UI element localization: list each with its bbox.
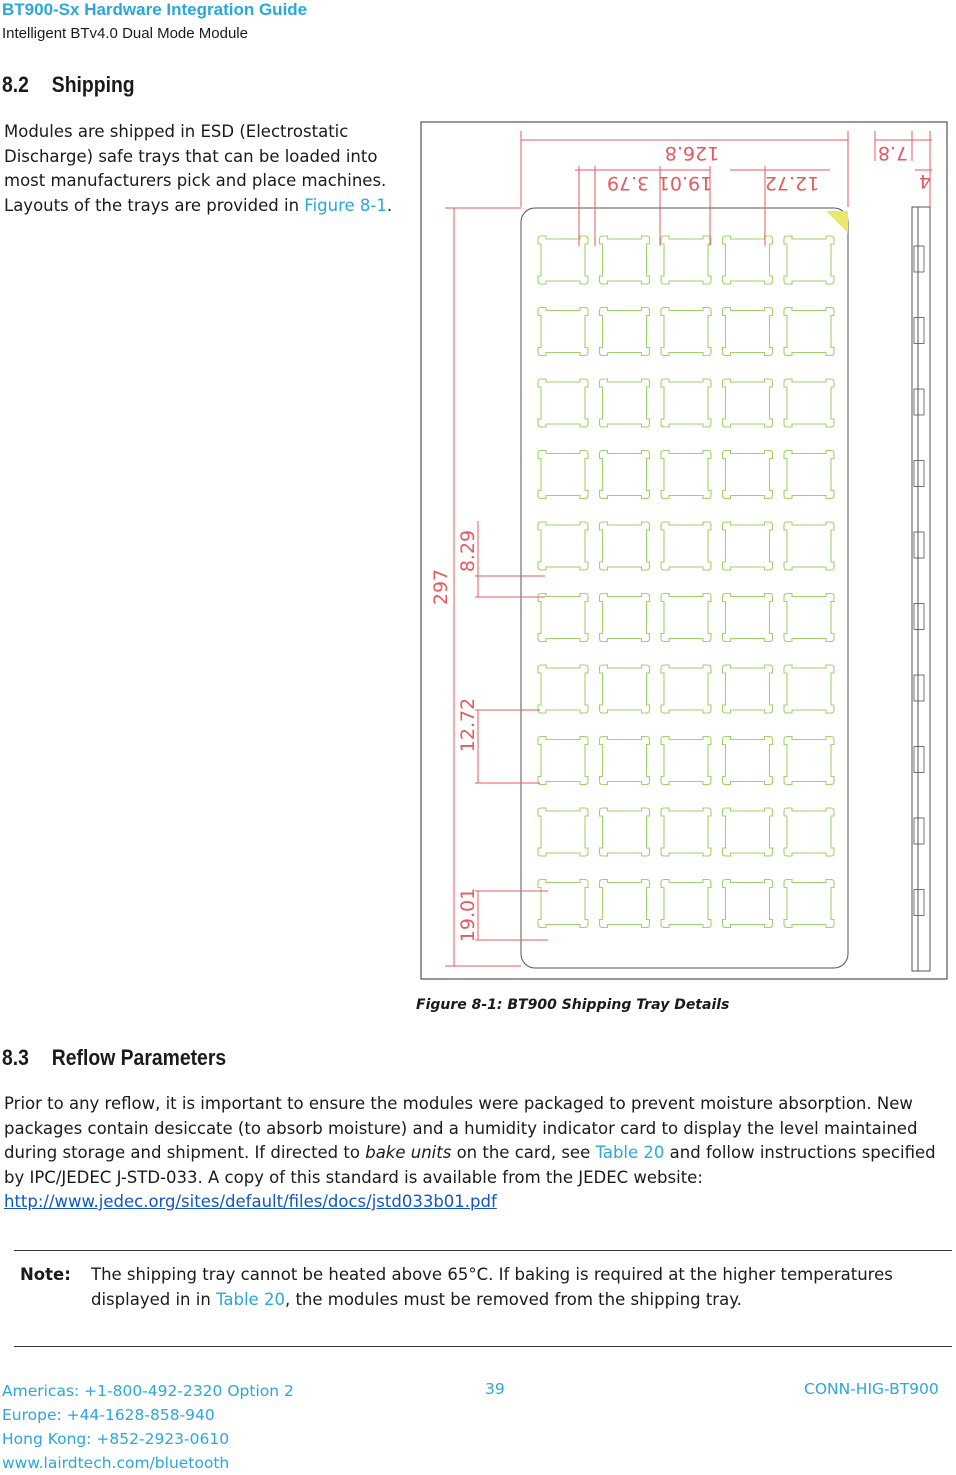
tray-side-profile (912, 207, 930, 971)
tray-pocket (600, 665, 650, 713)
tray-pocket (661, 808, 711, 856)
tray-pocket (538, 665, 588, 713)
side-notch (914, 604, 924, 630)
tray-pocket (538, 522, 588, 570)
section-number: 8.2 (2, 72, 29, 97)
section-title: Shipping (51, 72, 135, 97)
note-text-b: , the modules must be removed from the shipping tray. (284, 1289, 742, 1309)
figure-frame (421, 122, 947, 979)
dim-7-8: 7.8 (877, 142, 909, 164)
tray-pocket (661, 880, 711, 928)
tray-pocket (661, 236, 711, 284)
note-top-rule (14, 1250, 952, 1251)
section-number: 8.3 (2, 1045, 29, 1070)
side-notch (914, 818, 924, 844)
note-bottom-rule (14, 1346, 952, 1347)
tray-pocket (600, 522, 650, 570)
dimension-lines (445, 131, 932, 966)
dim-3-79: 3.79 (606, 172, 650, 194)
tray-pocket (661, 665, 711, 713)
reflow-text-c: and follow instructions specified by IPC/JEDEC J-STD-033. A copy of this standard is available from the JEDEC website: (4, 1143, 936, 1187)
footer-europe: Europe: +44-1628-858-940 (2, 1406, 215, 1424)
dim-4: 4 (918, 170, 932, 192)
footer-contacts (2, 1379, 294, 1475)
tray-pocket (600, 880, 650, 928)
tray-pocket (723, 451, 773, 499)
tray-pocket (784, 308, 834, 356)
tray-pocket (723, 665, 773, 713)
dim-19-01-top: 19.01 (657, 172, 713, 194)
tray-pocket (784, 522, 834, 570)
tray-pocket (661, 379, 711, 427)
bake-units-text: bake units (365, 1143, 452, 1162)
figure-link[interactable]: Figure 8-1 (304, 195, 387, 215)
tray-pocket (784, 737, 834, 785)
tray-pocket (600, 594, 650, 642)
dim-8-29: 8.29 (457, 529, 479, 573)
tray-pocket (723, 522, 773, 570)
document-subtitle: Intelligent BTv4.0 Dual Mode Module (2, 25, 248, 42)
note-label: Note: (20, 1265, 71, 1284)
dimension-labels (430, 142, 931, 942)
tray-pocket (538, 880, 588, 928)
tray-pocket (784, 665, 834, 713)
shipping-tray-figure (420, 121, 948, 981)
section-title: Reflow Parameters (51, 1045, 227, 1070)
shipping-paragraph (4, 120, 394, 218)
tray-pocket (723, 737, 773, 785)
corner-marker-icon (826, 211, 848, 233)
note-text (91, 1263, 951, 1312)
tray-outline (521, 208, 848, 968)
tray-pocket (538, 808, 588, 856)
tray-pocket (600, 308, 650, 356)
tray-pocket (784, 451, 834, 499)
tray-pocket (538, 737, 588, 785)
note-table-20-link[interactable]: Table 20 (216, 1289, 285, 1309)
tray-pocket (538, 236, 588, 284)
tray-pocket (784, 594, 834, 642)
tray-pocket (600, 379, 650, 427)
footer-americas: Americas: +1-800-492-2320 Option 2 (2, 1382, 294, 1400)
side-notch (914, 747, 924, 773)
tray-pocket (784, 880, 834, 928)
page-number: 39 (485, 1380, 505, 1398)
tray-pocket (600, 737, 650, 785)
figure-caption: Figure 8-1: BT900 Shipping Tray Details (416, 997, 730, 1013)
reflow-text-b: on the card, see (451, 1143, 596, 1162)
tray-pocket (538, 379, 588, 427)
dim-12-72-left: 12.72 (457, 697, 479, 753)
tray-pocket (723, 308, 773, 356)
dim-12-72-top: 12.72 (764, 172, 820, 194)
tray-pocket (538, 308, 588, 356)
tray-pocket (784, 236, 834, 284)
section-heading-shipping (2, 72, 135, 98)
dim-19-01-left: 19.01 (457, 887, 479, 943)
tray-pocket (661, 451, 711, 499)
side-notch (914, 246, 924, 272)
tray-pocket (661, 737, 711, 785)
shipping-text-end: . (386, 195, 393, 215)
section-heading-reflow (2, 1045, 226, 1071)
tray-pocket (723, 379, 773, 427)
tray-pocket (600, 236, 650, 284)
side-notches (914, 246, 924, 916)
tray-pocket (661, 308, 711, 356)
document-title: BT900-Sx Hardware Integration Guide (2, 0, 308, 19)
pocket-grid (538, 236, 834, 928)
side-notch (914, 890, 924, 916)
tray-pocket (784, 379, 834, 427)
footer-website[interactable]: www.lairdtech.com/bluetooth (2, 1454, 230, 1472)
footer-hongkong: Hong Kong: +852-2923-0610 (2, 1430, 230, 1448)
tray-pocket (784, 808, 834, 856)
tray-pocket (723, 808, 773, 856)
note-text-a: The shipping tray cannot be heated above 65°C. If baking is required at the higher temperatures displayed in in (91, 1265, 893, 1309)
side-notch (914, 389, 924, 415)
side-notch (914, 675, 924, 701)
tray-pocket (661, 522, 711, 570)
tray-pocket (538, 451, 588, 499)
table-20-link[interactable]: Table 20 (595, 1143, 665, 1162)
shipping-text: Modules are shipped in ESD (Electrostatic Discharge) safe trays that can be loaded into most manufacturers pick and place machines. Layouts of the trays are provided in (4, 122, 387, 215)
dim-126-8: 126.8 (664, 142, 720, 164)
reflow-text: Prior to any reflow, it is important to ensure the modules were packaged to prevent moisture absorption. New packages contain desiccate (to absorb moisture) and a humidity indicator card to display the level maintained during storage and shipment. If directed to (4, 1094, 918, 1162)
side-notch (914, 461, 924, 487)
jedec-url-link[interactable]: http://www.jedec.org/sites/default/files/docs/jstd033b01.pdf (4, 1192, 497, 1211)
side-notch (914, 532, 924, 558)
side-notch (914, 318, 924, 344)
tray-pocket (600, 808, 650, 856)
reflow-paragraph (4, 1092, 952, 1215)
tray-pocket (538, 594, 588, 642)
tray-pocket (600, 451, 650, 499)
document-id: CONN-HIG-BT900 (804, 1380, 939, 1398)
tray-pocket (723, 594, 773, 642)
tray-pocket (661, 594, 711, 642)
dim-297: 297 (430, 568, 452, 606)
tray-pocket (723, 880, 773, 928)
